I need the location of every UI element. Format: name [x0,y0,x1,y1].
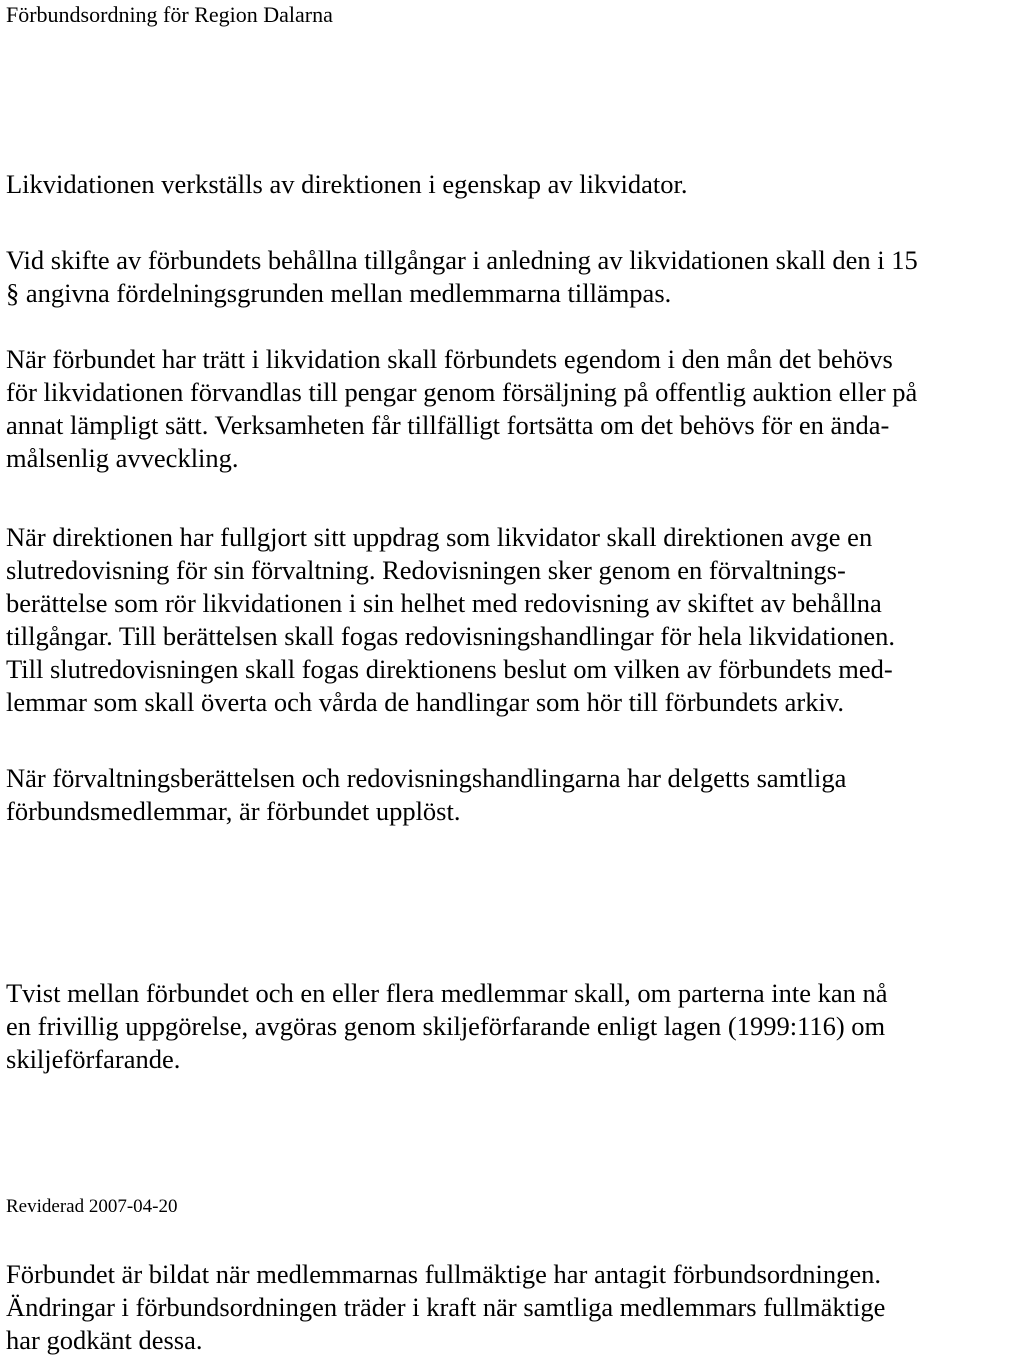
text-line: tillgångar. Till berättelsen skall fogas redovisningshandlingar för hela likvidationen. [6,621,896,651]
text-line: målsenlig avveckling. [6,443,239,473]
text-line: Till slutredovisningen skall fogas direktionens beslut om vilken av förbundets med- [6,654,893,684]
text-line: annat lämpligt sätt. Verksamheten får tillfälligt fortsätta om det behövs för en ända- [6,410,890,440]
liquidation-paragraph-1 [6,168,1020,201]
text-line: Tvist mellan förbundet och en eller flera medlemmar skall, om parterna inte kan nå [6,978,888,1008]
dispute-paragraph [6,977,1020,1076]
liquidation-paragraph-3 [6,343,1020,475]
text-line: Förbundet är bildat när medlemmarnas fullmäktige har antagit förbundsordningen. [6,1259,881,1289]
text-line: § angivna fördelningsgrunden mellan medlemmarna tillämpas. [6,278,672,308]
document-header: Förbundsordning för Region Dalarna [6,2,333,27]
liquidation-paragraph-4 [6,521,1020,719]
text-line: När förbundet har trätt i likvidation skall förbundets egendom i den mån det behövs [6,344,893,374]
text-line: en frivillig uppgörelse, avgöras genom skiljeförfarande enligt lagen (1999:116) om [6,1011,886,1041]
text-line: för likvidationen förvandlas till pengar genom försäljning på offentlig auktion eller på [6,377,918,407]
text-line: berättelse som rör likvidationen i sin helhet med redovisning av skiftet av behållna [6,588,882,618]
text-line: Likvidationen verkställs av direktionen i egenskap av likvidator. [6,169,688,199]
text-line: förbundsmedlemmar, är förbundet upplöst. [6,796,461,826]
text-line: har godkänt dessa. [6,1325,203,1355]
text-line: Vid skifte av förbundets behållna tillgångar i anledning av likvidationen skall den i 15 [6,245,918,275]
text-line: lemmar som skall överta och vårda de handlingar som hör till förbundets arkiv. [6,687,844,717]
liquidation-paragraph-5 [6,762,1020,828]
text-line: skiljeförfarande. [6,1044,181,1074]
revision-date: Reviderad 2007-04-20 [6,1196,178,1217]
text-line: När direktionen har fullgjort sitt uppdrag som likvidator skall direktionen avge en [6,522,873,552]
text-line: Ändringar i förbundsordningen träder i kraft när samtliga medlemmars fullmäktige [6,1292,886,1322]
text-line: När förvaltningsberättelsen och redovisningshandlingarna har delgetts samtliga [6,763,847,793]
formation-paragraph [6,1258,1020,1357]
liquidation-paragraph-2 [6,244,1020,310]
text-line: slutredovisning för sin förvaltning. Redovisningen sker genom en förvaltnings- [6,555,846,585]
